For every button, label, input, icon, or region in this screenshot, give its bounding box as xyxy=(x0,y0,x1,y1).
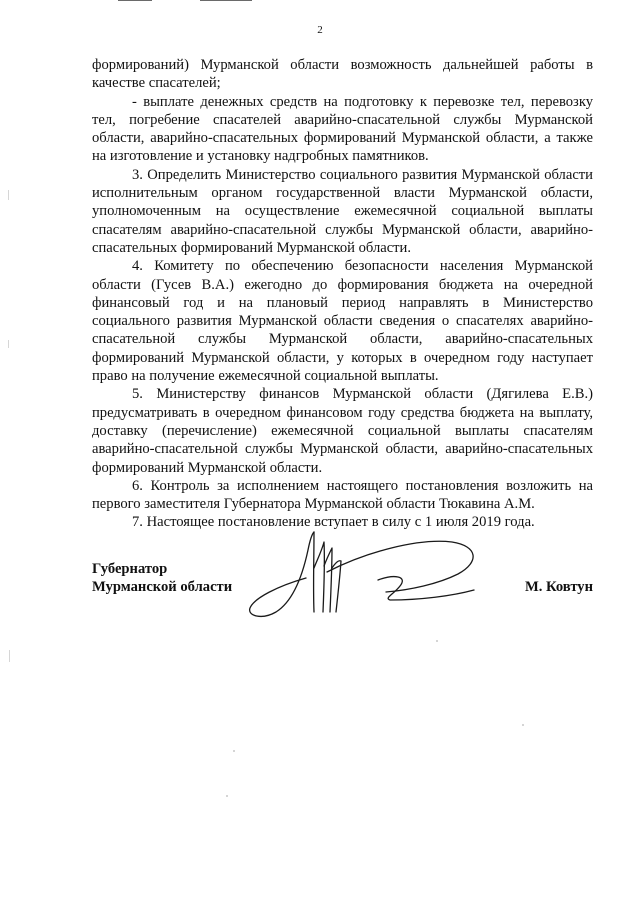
scan-margin-artifact xyxy=(8,340,9,348)
scan-margin-artifact xyxy=(9,650,10,662)
scan-margin-artifact xyxy=(8,190,9,200)
page-number: 2 xyxy=(317,24,323,36)
body-paragraph: 7. Настоящее постановление вступает в силу с 1 июля 2019 года. xyxy=(132,514,535,531)
body-paragraph: 5. Министерству финансов Мурманской области (Дягилева Е.В.) предусматривать в очередном финансовом году средства бюджета на выплату, доставку (перечисление) ежемесячной социальной выплаты спасателям аварийно-спасательной службы Мурманской области, аварийно-спасательных формирований Мурманской области. xyxy=(92,386,593,476)
signature-block xyxy=(92,560,593,630)
scan-edge-mark xyxy=(200,0,252,1)
scan-speck xyxy=(233,750,235,752)
body-paragraph: 6. Контроль за исполнением настоящего постановления возложить на первого заместителя Губернатора Мурманской области Тюкавина А.М. xyxy=(92,477,593,513)
scan-speck xyxy=(436,640,438,642)
signer-name: М. Ковтун xyxy=(524,579,593,595)
document-body xyxy=(92,56,593,532)
body-paragraph: - выплате денежных средств на подготовку к перевозке тел, перевозку тел, погребение спасателей аварийно-спасательной службы Мурманской области, аварийно-спасательных формирований Мурманской области, а также на изготовление и установку надгробных памятников. xyxy=(92,93,593,165)
signer-title-line-2: Мурманской области xyxy=(92,579,233,595)
scan-speck xyxy=(226,795,228,797)
body-paragraph: 4. Комитету по обеспечению безопасности населения Мурманской области (Гусев В.А.) ежегодно до формирования бюджета на очередной финансовый год и на плановый период направлять в Министерство социального развития Мурманской области сведения о спасателях аварийно-спасательной службы Мурманской области, аварийно-спасательных формирований Мурманской области, у которых в очередном году наступает право на получение ежемесячной социальной выплаты. xyxy=(92,258,593,385)
body-paragraph: формирований) Мурманской области возможность дальнейшей работы в качестве спасателей; xyxy=(92,57,593,92)
scan-edge-mark xyxy=(118,0,152,1)
signer-title-line-1: Губернатор xyxy=(92,561,168,577)
body-paragraph: 3. Определить Министерство социального развития Мурманской области исполнительным органом государственной власти Мурманской области, уполномоченным на осуществление ежемесячной социальной выплаты спасателям аварийно-спасательной службы Мурманской области, аварийно-спасательных формирований Мурманской области. xyxy=(92,166,593,256)
scan-speck xyxy=(522,724,524,726)
